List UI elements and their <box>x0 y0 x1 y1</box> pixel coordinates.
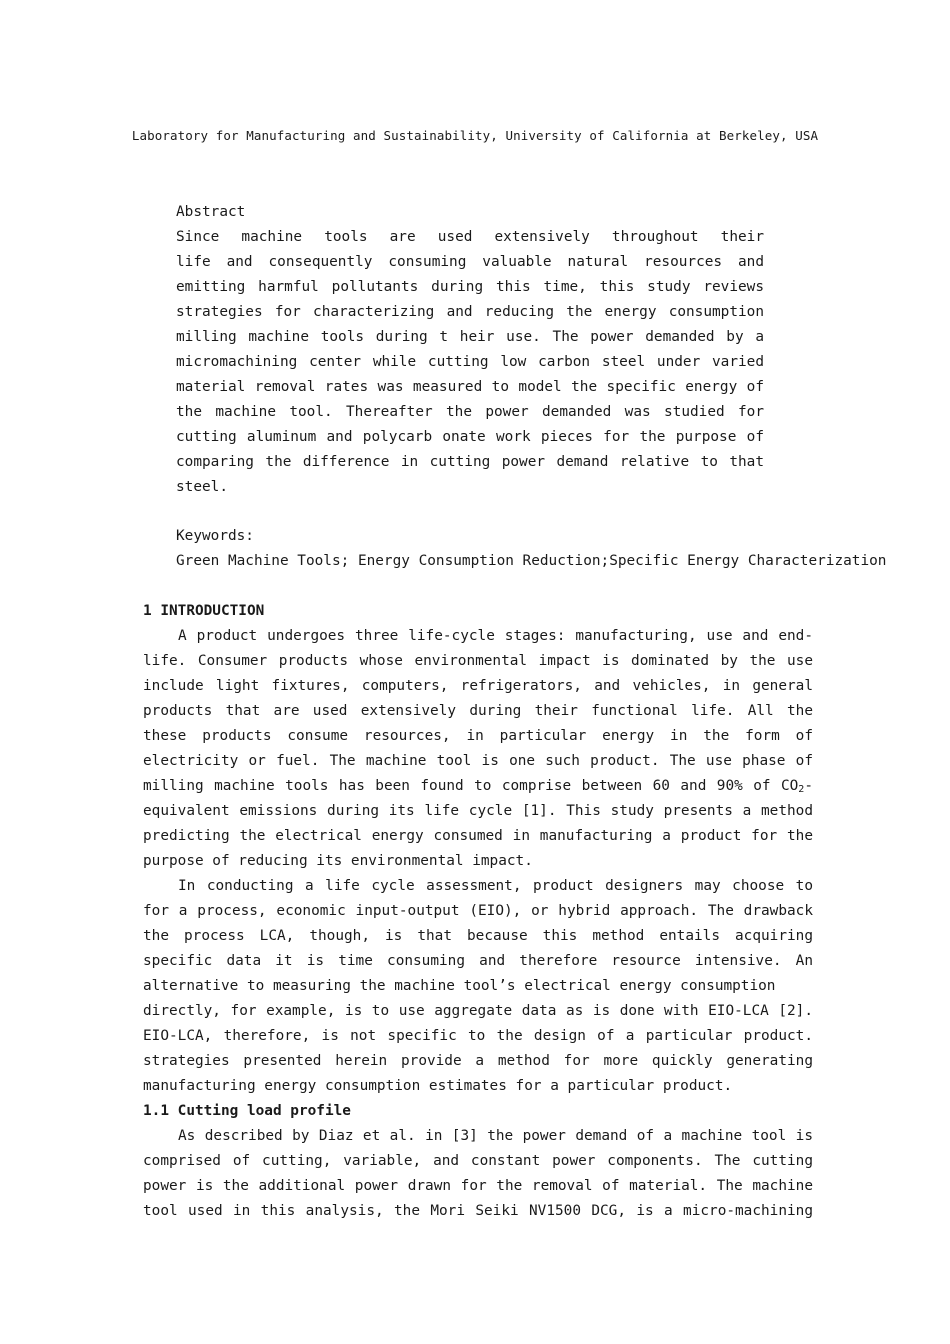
co2-line-suffix: - <box>804 778 813 794</box>
abstract-line: the machine tool. Thereafter the power demanded was studied for <box>176 404 764 420</box>
abstract-line: comparing the difference in cutting power demand relative to that <box>176 454 764 470</box>
paragraph-line: products that are used extensively during their functional life. All the <box>143 703 813 719</box>
paragraph-line: predicting the electrical energy consumed in manufacturing a product for the <box>143 828 813 844</box>
paragraph-line: comprised of cutting, variable, and constant power components. The cutting <box>143 1153 813 1169</box>
paragraph-line: In conducting a life cycle assessment, product designers may choose to <box>178 878 813 894</box>
paragraph-line: purpose of reducing its environmental impact. <box>143 853 533 869</box>
keywords-text: Green Machine Tools; Energy Consumption Reduction;Specific Energy Characterization <box>176 553 887 569</box>
paragraph-line: EIO-LCA, therefore, is not specific to the design of a particular product. <box>143 1028 813 1044</box>
paragraph-line: As described by Diaz et al. in [3] the power demand of a machine tool is <box>178 1128 813 1144</box>
co2-line-prefix: milling machine tools has been found to comprise between 60 and 90% of CO <box>143 778 799 794</box>
abstract-line: emitting harmful pollutants during this time, this study reviews <box>176 279 764 295</box>
abstract-section <box>176 200 764 500</box>
paragraph-line: power is the additional power drawn for the removal of material. The machine <box>143 1178 813 1194</box>
paragraph-line: manufacturing energy consumption estimates for a particular product. <box>143 1078 733 1094</box>
abstract-heading: Abstract <box>176 204 246 220</box>
keywords-heading: Keywords: <box>176 528 254 544</box>
abstract-line: cutting aluminum and polycarb onate work pieces for the purpose of <box>176 429 764 445</box>
abstract-line: milling machine tools during t heir use. The power demanded by a <box>176 329 764 345</box>
abstract-line: micromachining center while cutting low carbon steel under varied <box>176 354 764 370</box>
paragraph-line: alternative to measuring the machine tool’s electrical energy consumption <box>143 978 776 994</box>
affiliation: Laboratory for Manufacturing and Sustainability, University of California at Berkeley, USA <box>131 128 819 143</box>
paragraph-line: include light fixtures, computers, refrigerators, and vehicles, in general <box>143 678 813 694</box>
paragraph-line: for a process, economic input-output (EIO), or hybrid approach. The drawback <box>143 903 813 919</box>
keywords-section <box>176 524 887 574</box>
abstract-line: material removal rates was measured to model the specific energy of <box>176 379 764 395</box>
paragraph-line: tool used in this analysis, the Mori Seiki NV1500 DCG, is a micro-machining <box>143 1203 813 1219</box>
paragraph-line: the process LCA, though, is that because this method entails acquiring <box>143 928 813 944</box>
paragraph-line: life. Consumer products whose environmental impact is dominated by the use <box>143 653 813 669</box>
paragraph-line: electricity or fuel. The machine tool is one such product. The use phase of <box>143 753 813 769</box>
co2-subscript: 2 <box>798 784 805 795</box>
section-heading-introduction: 1 INTRODUCTION <box>143 603 265 619</box>
paragraph-line: strategies presented herein provide a method for more quickly generating <box>143 1053 813 1069</box>
paragraph-line: specific data it is time consuming and therefore resource intensive. An <box>143 953 813 969</box>
abstract-line: Since machine tools are used extensively throughout their <box>176 229 764 245</box>
paragraph-line-co2 <box>143 774 813 799</box>
body-text <box>143 599 813 1224</box>
section-heading-cutting-load-profile: 1.1 Cutting load profile <box>143 1103 351 1119</box>
paragraph-line: A product undergoes three life-cycle stages: manufacturing, use and end- <box>178 628 813 644</box>
paragraph-line: these products consume resources, in particular energy in the form of <box>143 728 813 744</box>
abstract-line: steel. <box>176 479 228 495</box>
abstract-line: life and consequently consuming valuable natural resources and <box>176 254 764 270</box>
paragraph-line: directly, for example, is to use aggregate data as is done with EIO-LCA [2]. <box>143 1003 813 1019</box>
abstract-line: strategies for characterizing and reducing the energy consumption <box>176 304 764 320</box>
paragraph-line: equivalent emissions during its life cycle [1]. This study presents a method <box>143 803 813 819</box>
